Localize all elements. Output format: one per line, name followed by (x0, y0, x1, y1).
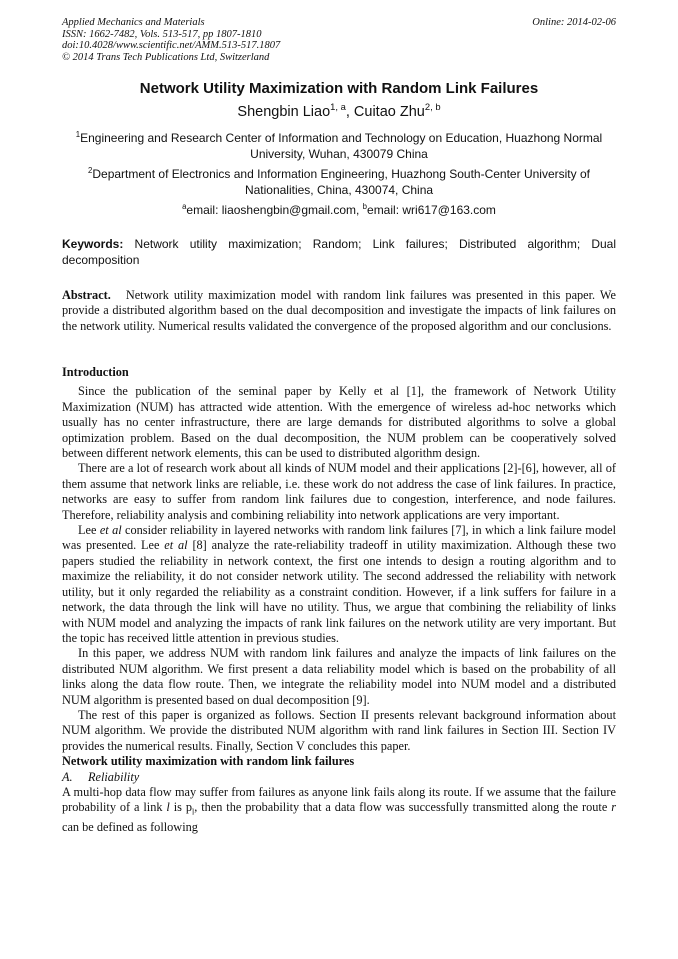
intro-paragraph-4: In this paper, we address NUM with random link failures and analyze the impacts of link failures on the distributed NUM algorithm. We first present a data reliability model which is based on the probability of all links along the data flow route. Then, we integrate the reliability model into NUM model and a distributed NUM algorithm is presented based on dual decomposition [9]. (62, 646, 616, 707)
intro-paragraph-3: Lee et al consider reliability in layered networks with random link failures [7], in which a link failure model was presented. Lee et al [8] analyze the rate-reliability tradeoff in utility maximization. Although these two papers studied the reliability in network context, the first one intends to design a routing algorithm and to maximize the reliability, it do not consider network utility. The second addressed the reliability with network utility, but it only regarded the reliability as a constraint condition. However, if a link suffers for failure in a network, the data through the link will have no utility. Thus, we argue that combining the reliability of links with NUM model and analyzing the impacts of rank link failures on the network utility are very important. But the topic has received little attention in previous studies. (62, 523, 616, 645)
email-a: email: liaoshengbin@gmail.com, (186, 203, 363, 217)
author-1-mark: 1, a (330, 101, 346, 113)
author-line: Shengbin Liao$^{1, a}$, Cuitao Zhu$^{2, b}$ (237, 101, 441, 120)
keywords-text: Network utility maximization; Random; Link failures; Distributed algorithm; Dual decomposition (62, 237, 616, 267)
doi: doi:10.4028/www.scientific.net/AMM.513-517.1807 (62, 40, 281, 51)
journal-name: Applied Mechanics and Materials (62, 17, 205, 28)
copyright: © 2014 Trans Tech Publications Ltd, Switzerland (62, 51, 270, 63)
email-line: $^a$email: liaoshengbin@gmail.com, $^b$email: wri617@163.com (182, 202, 496, 217)
abstract-text: Network utility maximization model with random link failures was presented in this paper. We provide a distributed algorithm based on the dual decomposition and investigate the impacts of link failures on the network utility. Numerical results validated the convergence of the proposed algorithm and our conclusions. (62, 288, 616, 333)
intro-paragraph-2: There are a lot of research work about all kinds of NUM model and their applications [2]-[6], however, all of them assume that network links are reliable, i.e. these work do not address the case of link failures. In practice, networks are easy to suffer from random link failures due to congestion, interference, and node failures. Therefore, reliability analysis and combining reliability into network applications are very important. (62, 461, 616, 522)
author-2: Cuitao Zhu (353, 104, 425, 120)
abstract-label: Abstract. (62, 288, 111, 302)
introduction-heading: Introduction (62, 365, 129, 379)
intro-paragraph-1: Since the publication of the seminal paper by Kelly et al [1], the framework of Network Utility Maximization (NUM) has attracted wide attention. With the emergence of wireless ad-hoc networks which usually has no center infrastructure, there are large demands for distributed algorithms to solve a global optimization problem. Based on the dual decomposition, the NUM problem can be cooperatively solved between different network elements, this can be used to distributed algorithm design. (62, 384, 616, 461)
intro-paragraph-5: The rest of this paper is organized as follows. Section II presents relevant background information about NUM algorithm. We provide the distributed NUM algorithm with rand link failures in Section III. Section IV provides the numerical results. Finally, Section V concludes this paper. (62, 707, 616, 753)
keywords-label: Keywords: (62, 237, 124, 251)
abstract (62, 288, 616, 334)
affiliation-2: $^2$Department of Electronics and Information Engineering, Huazhong South-Center University of Nationalities, China, 430074, China (88, 166, 590, 197)
online-date: Online: 2014-02-06 (532, 17, 616, 28)
author-2-mark: 2, b (424, 101, 441, 113)
section-2-paragraph-1: A multi-hop data flow may suffer from failures as anyone link fails along its route. If we assume that the failure probability of a link l is $p_l$, then the probability that a data flow was successfully transmitted along the route r can be defined as following (62, 784, 617, 835)
paper-title: Network Utility Maximization with Random Link Failures (139, 80, 539, 97)
email-b: email: wri617@163.com (367, 203, 496, 217)
introduction-section (62, 365, 616, 836)
issn: ISSN: 1662-7482, Vols. 513-517, pp 1807-1810 (62, 28, 262, 40)
subsection-heading: A. Reliability (62, 769, 140, 784)
journal-header (62, 17, 616, 63)
author-1: Shengbin Liao (237, 104, 331, 120)
keywords (62, 236, 616, 268)
section-2-heading: Network utility maximization with random link failures (62, 754, 355, 769)
affiliation-1: $^1$Engineering and Research Center of Information and Technology on Education, Huazhong Normal University, Wuhan, 430079 China (75, 130, 603, 161)
